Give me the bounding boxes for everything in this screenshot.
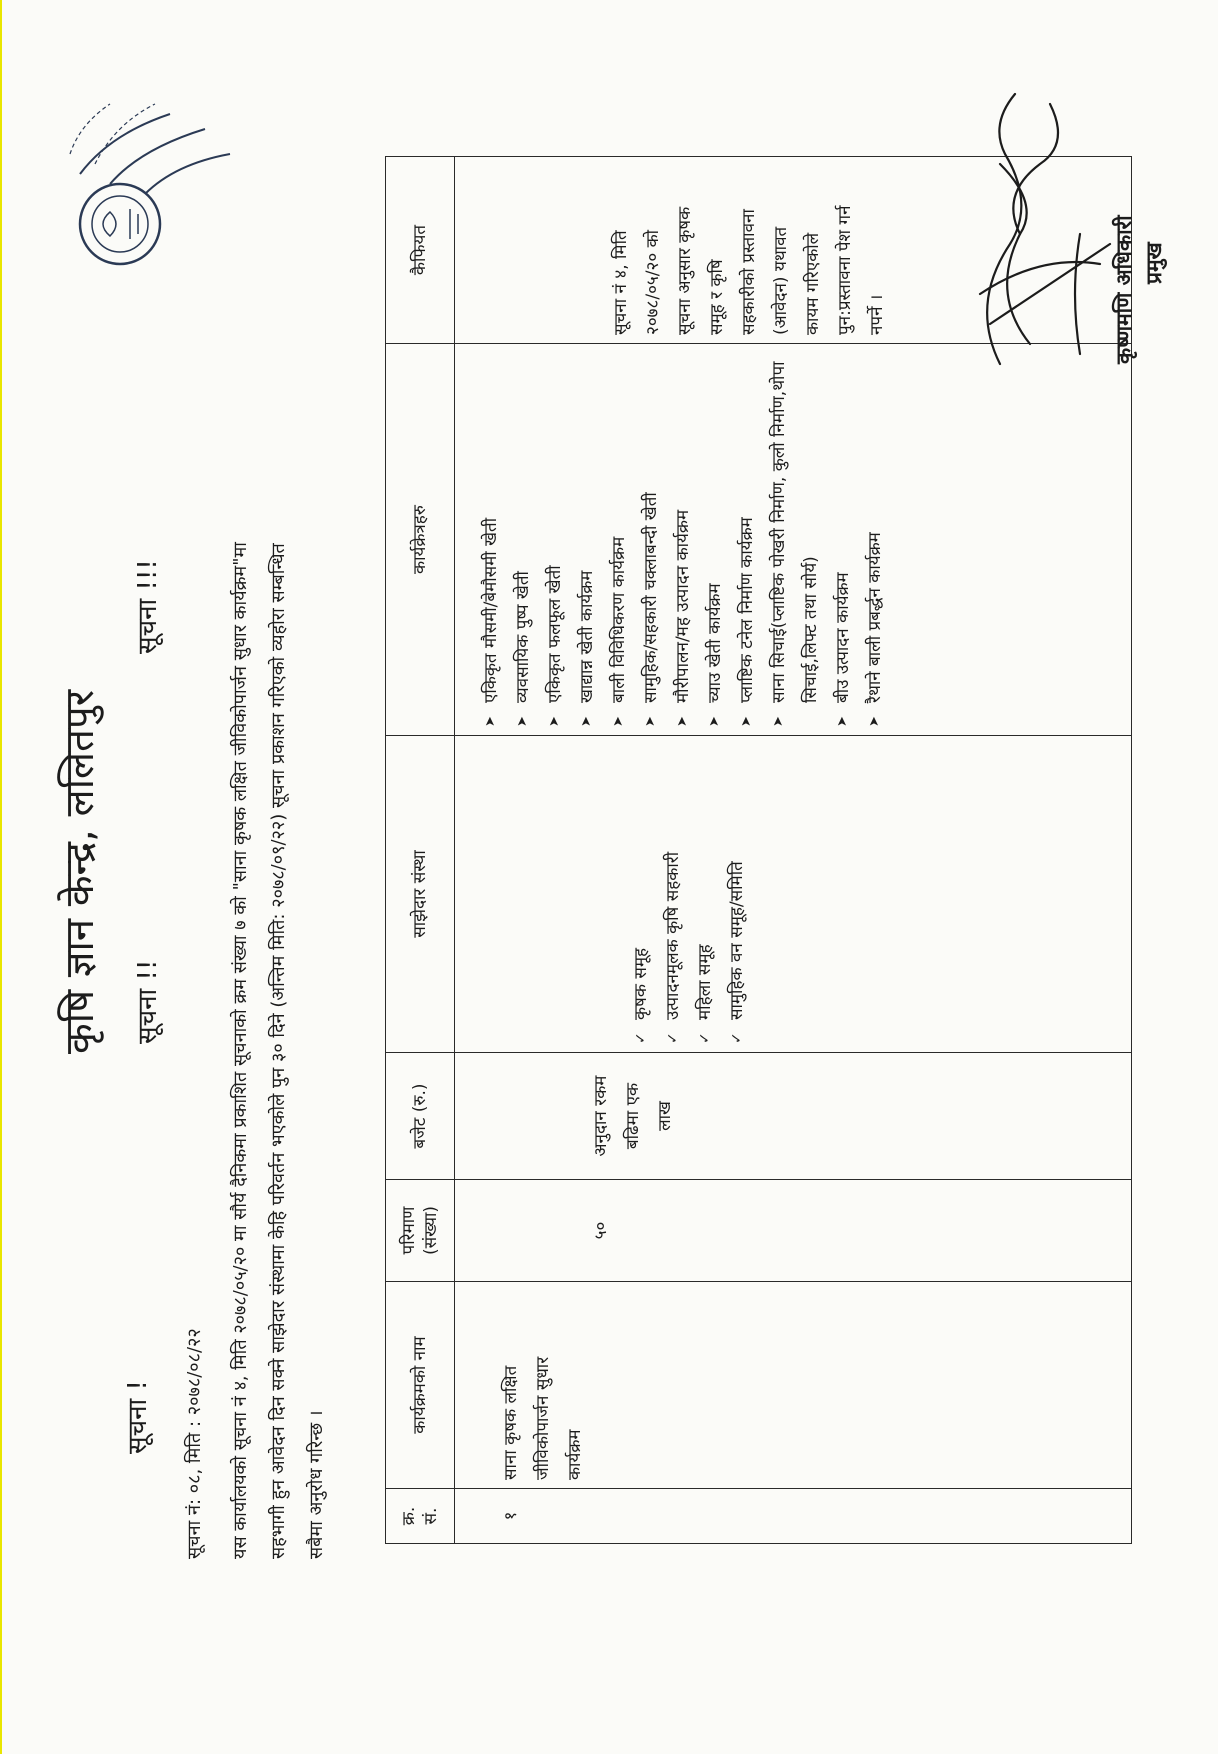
list-item: ➤ व्यवसायिक पुष्प खेती bbox=[507, 352, 539, 727]
budget-line: अनुदान रकम bbox=[591, 1075, 611, 1157]
list-item: ➤ रैथाने बाली प्रबर्द्धन कार्यक्रम bbox=[859, 352, 891, 727]
notice-heading-right: सूचना !!! bbox=[133, 559, 163, 654]
list-item: ➤ साना सिचाई(प्लाष्टिक पोखरी निर्माण, कुलो निर्माण,थोपा सिचाई,लिफ्ट तथा सोर्य) bbox=[763, 352, 827, 727]
remarks-line: कायम गरिएकोले bbox=[803, 232, 823, 335]
notice-body-line: यस कार्यालयको सूचना नं ४, मिति २०७८/०५/२० मा सौर्य दैनिकमा प्रकाशित सूचनाको क्रम संख्या ७ को "साना कृषक लक्षित जीविकोपार्जन सुधार कार्यक्रम"मा bbox=[230, 542, 251, 1559]
list-item: ➤ बाली विविधिकरण कार्यक्रम bbox=[603, 352, 635, 727]
list-item: ✓ उत्पादनमूलक कृषि सहकारी bbox=[657, 744, 689, 1044]
program-name-line: कार्यक्रम bbox=[565, 1429, 585, 1480]
list-item: ➤ मौरीपालन/मह उत्पादन कार्यक्रम bbox=[667, 352, 699, 727]
header-sn: क्र. सं. bbox=[386, 1489, 455, 1544]
partner-list bbox=[625, 744, 753, 1044]
remarks-line: पुन:प्रस्तावना पेश गर्न bbox=[835, 205, 855, 335]
cell-partner bbox=[455, 736, 1132, 1053]
list-item: ✓ महिला समूह bbox=[689, 744, 721, 1044]
remarks-line: (आवेदन) यथावत bbox=[771, 226, 791, 335]
header-quantity: परिमाण (संख्या) bbox=[386, 1180, 455, 1282]
cell-quantity: ५० bbox=[455, 1180, 1132, 1282]
budget-line: लाख bbox=[655, 1101, 675, 1131]
header-partner: साझेदार संस्था bbox=[386, 736, 455, 1053]
remarks-line: सहकारीको प्रस्तावना bbox=[739, 209, 759, 335]
list-item: ➤ च्याउ खेती कार्यक्रम bbox=[699, 352, 731, 727]
header-remarks: कैफियत bbox=[386, 157, 455, 344]
list-item: ➤ एकिकृत मौसमी/बेमौसमी खेती bbox=[475, 352, 507, 727]
notice-body-line: सहभागी हुन आवेदन दिन सक्ने साझेदार संस्थामा केहि परिवर्तन भएकोले पुन ३० दिने (अन्तिम मिति: २०७८/०९/२२) सूचना प्रकाशन गरिएको व्यहोरा सम्बन्धित bbox=[268, 543, 289, 1559]
handwritten-signature bbox=[960, 44, 1180, 384]
list-item: ✓ सामुहिक वन समूह/समिति bbox=[721, 744, 753, 1044]
list-item: ➤ एकिकृत फलफूल खेती bbox=[539, 352, 571, 727]
program-name-line: जीविकोपार्जन सुधार bbox=[533, 1356, 553, 1480]
remarks-line: सूचना अनुसार कृषक bbox=[675, 206, 695, 335]
header-budget: बजेट (रु.) bbox=[386, 1053, 455, 1180]
table-header-row bbox=[386, 157, 455, 1544]
program-name-line: साना कृषक लक्षित bbox=[501, 1365, 521, 1480]
signatory-title: प्रमुख bbox=[1142, 242, 1166, 284]
notice-body bbox=[222, 189, 336, 1559]
header-program-name: कार्यक्रमको नाम bbox=[386, 1282, 455, 1489]
notice-heading-middle: सूचना !! bbox=[133, 959, 163, 1044]
cell-program-name bbox=[455, 1282, 1132, 1489]
signatory-name: कृष्णमणि अधिकारी bbox=[1112, 215, 1136, 364]
list-item: ➤ बीउ उत्पादन कार्यक्रम bbox=[827, 352, 859, 727]
list-item: ➤ सामुहिक/सहकारी चक्लाबन्दी खेती bbox=[635, 352, 667, 727]
list-item: ✓ कृषक समूह bbox=[625, 744, 657, 1044]
remarks-line: सूचना नं ४, मिति bbox=[611, 230, 631, 335]
remarks-line: नपर्ने । bbox=[867, 294, 887, 335]
cell-activities bbox=[455, 344, 1132, 736]
remarks-line: समूह र कृषि bbox=[707, 259, 727, 335]
cell-sn: १ bbox=[455, 1489, 1132, 1544]
activities-list bbox=[475, 352, 891, 727]
cell-budget bbox=[455, 1053, 1132, 1180]
notice-body-line: सबैमा अनुरोध गरिन्छ । bbox=[306, 1410, 327, 1559]
budget-line: बढिमा एक bbox=[623, 1082, 643, 1150]
list-item: ➤ खाद्यान्न खेती कार्यक्रम bbox=[571, 352, 603, 727]
office-title: कृषि ज्ञान केन्द्र, ललितपुर bbox=[57, 689, 103, 1054]
notice-number-date: सूचना नं: ०८, मिति : २०७८/०८/२२ bbox=[184, 1328, 205, 1559]
notice-heading-left: सूचना ! bbox=[123, 1380, 153, 1454]
header-activities: कार्यक्रेत्रहरु bbox=[386, 344, 455, 736]
list-item: ➤ प्लाष्टिक टनेल निर्माण कार्यक्रम bbox=[731, 352, 763, 727]
official-stamp bbox=[50, 74, 250, 284]
remarks-line: २०७८/०५/२० को bbox=[643, 229, 663, 335]
